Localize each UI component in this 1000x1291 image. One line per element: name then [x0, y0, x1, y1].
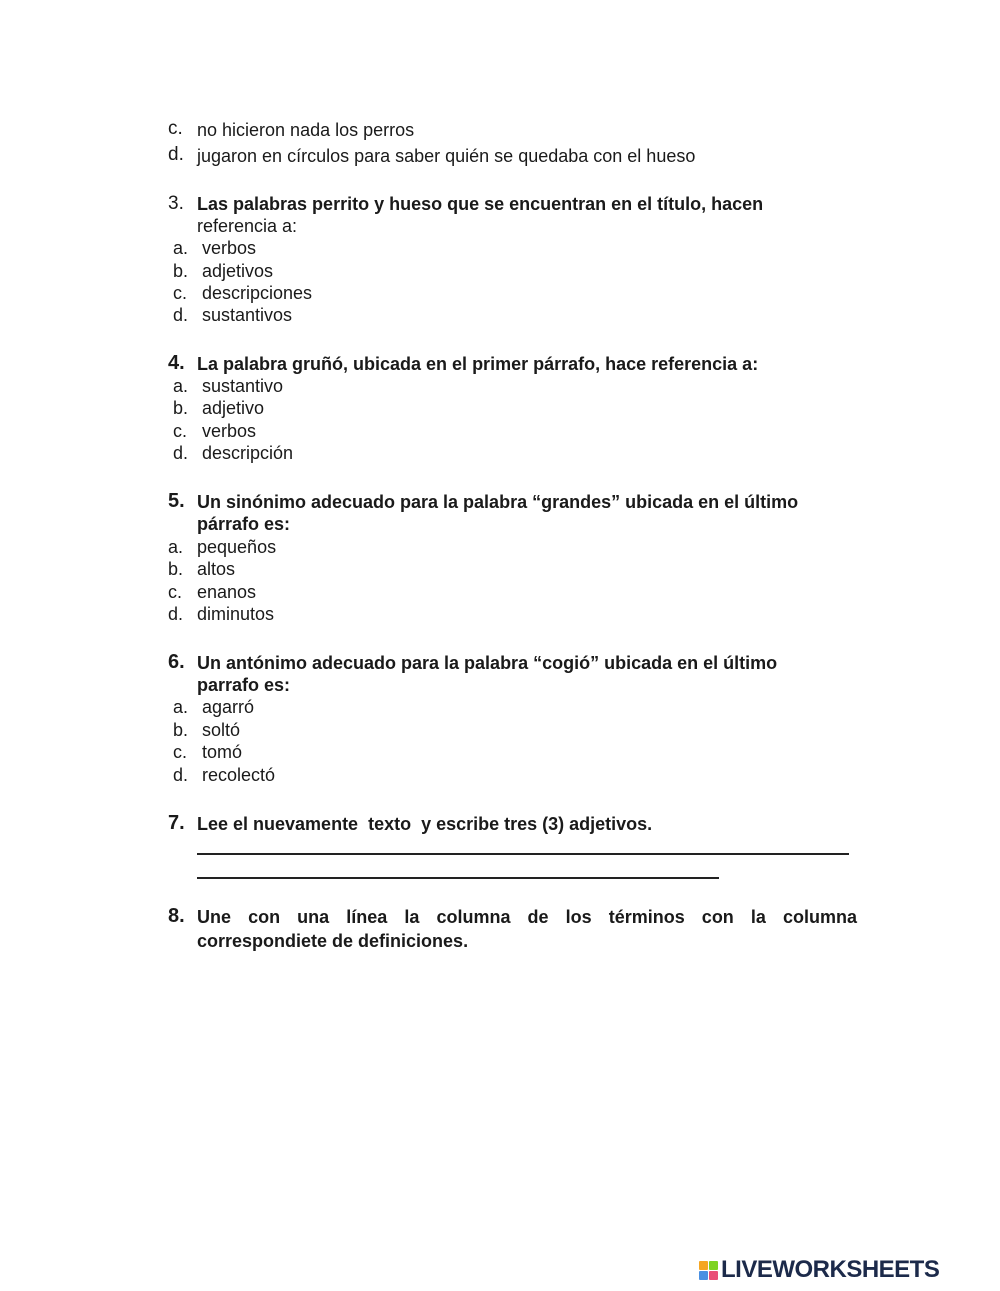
option-text: adjetivos [202, 261, 274, 281]
option-text: descripciones [202, 283, 313, 303]
answer-line[interactable] [197, 853, 849, 855]
question-text: Un antónimo adecuado para la palabra “cogió” ubicada en el último [197, 653, 778, 673]
option-text: verbos [202, 238, 257, 258]
question-text: Une con una línea la columna de los términos con la columna correspondiete de definiciones. [197, 907, 857, 951]
question-number: 3. [168, 193, 184, 214]
question-text: parrafo es: [197, 675, 291, 695]
option-letter: a. [168, 537, 184, 557]
question-number: 5. [168, 490, 185, 512]
question-number: 7. [168, 812, 185, 834]
option-letter: a. [173, 238, 189, 258]
question-text: Las palabras perrito y hueso que se encuentran en el título, hacen [197, 194, 764, 214]
option-text: enanos [197, 582, 257, 602]
option-letter: c. [173, 421, 188, 441]
option-letter: c. [168, 118, 183, 139]
option-letter: c. [173, 742, 188, 762]
option-text: sustantivos [202, 305, 293, 325]
option-letter: d. [173, 443, 189, 463]
logo-square [709, 1271, 718, 1280]
question-text: La palabra gruñó, ubicada en el primer párrafo, hace referencia a: [197, 354, 759, 374]
liveworksheets-logo [699, 1256, 939, 1284]
option-text: descripción [202, 443, 294, 463]
option-letter: b. [173, 261, 189, 281]
option-letter: c. [168, 582, 183, 602]
question-number: 4. [168, 352, 185, 374]
logo-icon [699, 1261, 718, 1280]
option-letter: d. [168, 604, 184, 624]
option-letter: b. [173, 720, 189, 740]
option-letter: c. [173, 283, 188, 303]
option-letter: b. [173, 398, 189, 418]
logo-square [699, 1261, 708, 1270]
question-number: 8. [168, 905, 185, 927]
option-text: pequeños [197, 537, 277, 557]
question-number: 6. [168, 651, 185, 673]
option-letter: d. [173, 305, 189, 325]
option-text: verbos [202, 421, 257, 441]
option-letter: d. [173, 765, 189, 785]
option-text: recolectó [202, 765, 276, 785]
option-letter: a. [173, 376, 189, 396]
option-text: diminutos [197, 604, 275, 624]
option-text: sustantivo [202, 376, 284, 396]
option-letter: a. [173, 697, 189, 717]
option-text: soltó [202, 720, 241, 740]
option-text: agarró [202, 697, 255, 717]
option-letter: b. [168, 559, 184, 579]
question-text: Un sinónimo adecuado para la palabra “grandes” ubicada en el último [197, 492, 799, 512]
logo-square [709, 1261, 718, 1270]
option-text: no hicieron nada los perros [197, 120, 415, 140]
option-text: tomó [202, 742, 243, 762]
option-text: altos [197, 559, 236, 579]
question-text: Lee el nuevamente texto y escribe tres (3) adjetivos. [197, 814, 653, 834]
option-text: adjetivo [202, 398, 265, 418]
option-letter: d. [168, 144, 184, 165]
logo-text: LIVEWORKSHEETS [721, 1256, 940, 1283]
question-text: referencia a: [197, 216, 298, 236]
option-text: jugaron en círculos para saber quién se quedaba con el hueso [197, 146, 696, 166]
logo-square [699, 1271, 708, 1280]
question-text: párrafo es: [197, 514, 291, 534]
answer-line[interactable] [197, 877, 719, 879]
